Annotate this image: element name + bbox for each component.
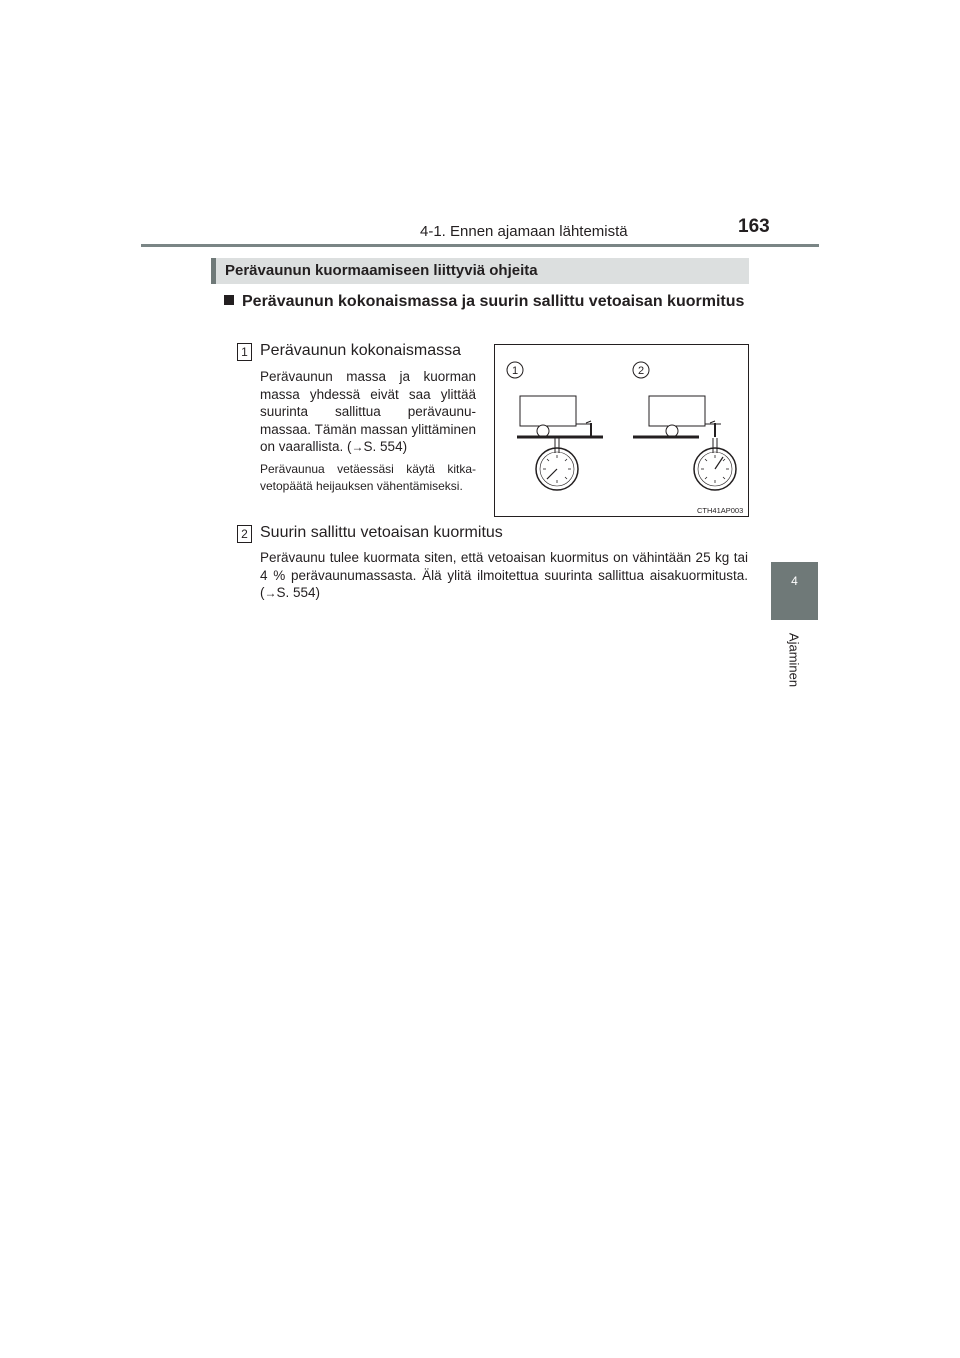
section-title-accent <box>211 258 216 284</box>
arrow-right-icon: → <box>264 586 277 600</box>
figure-label-2-text: 2 <box>637 365 645 377</box>
section-title: Perävaunun kuormaamiseen liittyviä ohjeita <box>225 262 538 279</box>
subheading: Perävaunun kokonaismassa ja suurin sallittu vetoaisan kuormitus <box>242 293 745 310</box>
page-number: 163 <box>738 216 770 237</box>
trailer-scale-illustration <box>495 345 748 516</box>
trailer-weight-figure <box>494 344 749 517</box>
figure-label-1-text: 1 <box>511 365 519 377</box>
scale-gauge-2-icon <box>694 448 736 490</box>
item-title: Perävaunun kokonaismassa <box>260 342 462 359</box>
chapter-tab <box>771 562 818 620</box>
running-header-section: 4-1. Ennen ajamaan lähtemistä <box>420 223 628 240</box>
trailer-2-icon <box>633 396 721 453</box>
item-body <box>260 368 476 457</box>
figure-label-2 <box>633 362 649 378</box>
trailer-1-icon <box>517 396 603 453</box>
scale-gauge-1-icon <box>536 448 578 490</box>
item-body-text: Perävaunun massa ja kuorman massa yhdessä eivät saa ylittää suurinta sallittua perävaunumassaa. Tämän massan ylittäminen on vaarallista. ( <box>260 369 476 454</box>
item-number-badge: 2 <box>237 525 252 543</box>
chapter-tab-number: 4 <box>791 574 798 588</box>
page-reference: S. 554) <box>276 585 321 600</box>
arrow-right-icon: → <box>351 440 364 454</box>
item-body-text: Perävaunu tulee kuormata siten, että vetoaisan kuormitus on vähintään 25 kg tai 4 % perävaunumassasta. Älä ylitä ilmoitettua suurinta sallittua aisakuormitusta. ( <box>260 550 748 600</box>
item-note: Perävaunua vetäessäsi käytä kitkavetopäätä heijauksen vähentämiseksi. <box>260 462 476 493</box>
chapter-tab-label: Ajaminen <box>786 632 802 688</box>
figure-label-1 <box>507 362 523 378</box>
item-body <box>260 549 748 603</box>
item-title: Suurin sallittu vetoaisan kuormitus <box>260 524 503 541</box>
header-rule <box>141 244 819 247</box>
figure-code: CTH41AP003 <box>697 506 744 515</box>
item-number-badge: 1 <box>237 343 252 361</box>
page-reference: S. 554) <box>363 439 408 454</box>
square-bullet-icon <box>224 295 234 305</box>
